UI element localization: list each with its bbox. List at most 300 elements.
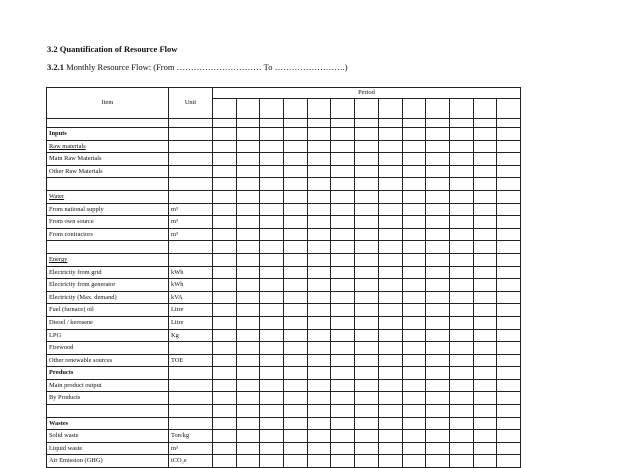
period-value-cell[interactable]	[473, 190, 497, 203]
period-value-cell[interactable]	[426, 140, 450, 153]
table-cell[interactable]	[449, 119, 473, 128]
period-value-cell[interactable]	[355, 266, 379, 279]
period-value-cell[interactable]	[284, 203, 308, 216]
period-value-cell[interactable]	[331, 405, 355, 418]
period-value-cell[interactable]	[331, 455, 355, 468]
period-value-cell[interactable]	[449, 253, 473, 266]
period-value-cell[interactable]	[426, 329, 450, 342]
period-value-cell[interactable]	[307, 190, 331, 203]
period-value-cell[interactable]	[473, 455, 497, 468]
period-value-cell[interactable]	[284, 430, 308, 443]
period-value-cell[interactable]	[473, 128, 497, 141]
period-value-cell[interactable]	[378, 228, 402, 241]
period-value-cell[interactable]	[307, 291, 331, 304]
period-value-cell[interactable]	[355, 140, 379, 153]
period-value-cell[interactable]	[260, 178, 284, 191]
period-value-cell[interactable]	[213, 316, 237, 329]
period-value-cell[interactable]	[355, 392, 379, 405]
period-value-cell[interactable]	[213, 266, 237, 279]
period-value-cell[interactable]	[260, 430, 284, 443]
period-value-cell[interactable]	[307, 316, 331, 329]
period-value-cell[interactable]	[260, 291, 284, 304]
period-value-cell[interactable]	[213, 190, 237, 203]
period-value-cell[interactable]	[426, 266, 450, 279]
period-value-cell[interactable]	[284, 165, 308, 178]
period-value-cell[interactable]	[449, 354, 473, 367]
period-value-cell[interactable]	[213, 379, 237, 392]
period-value-cell[interactable]	[307, 216, 331, 229]
period-value-cell[interactable]	[260, 316, 284, 329]
period-value-cell[interactable]	[378, 266, 402, 279]
period-value-cell[interactable]	[402, 367, 426, 380]
period-value-cell[interactable]	[331, 203, 355, 216]
period-value-cell[interactable]	[426, 253, 450, 266]
period-value-cell[interactable]	[260, 455, 284, 468]
period-value-cell[interactable]	[236, 203, 260, 216]
period-column-cell[interactable]	[236, 99, 260, 119]
period-value-cell[interactable]	[378, 405, 402, 418]
period-value-cell[interactable]	[284, 455, 308, 468]
period-column-cell[interactable]	[355, 99, 379, 119]
period-value-cell[interactable]	[355, 455, 379, 468]
period-value-cell[interactable]	[260, 405, 284, 418]
period-value-cell[interactable]	[473, 316, 497, 329]
period-value-cell[interactable]	[307, 153, 331, 166]
period-value-cell[interactable]	[426, 241, 450, 254]
period-value-cell[interactable]	[213, 279, 237, 292]
period-value-cell[interactable]	[331, 279, 355, 292]
period-value-cell[interactable]	[236, 216, 260, 229]
period-value-cell[interactable]	[473, 329, 497, 342]
period-column-cell[interactable]	[284, 99, 308, 119]
period-value-cell[interactable]	[236, 329, 260, 342]
period-value-cell[interactable]	[426, 228, 450, 241]
period-value-cell[interactable]	[355, 203, 379, 216]
period-value-cell[interactable]	[378, 354, 402, 367]
period-value-cell[interactable]	[355, 153, 379, 166]
period-value-cell[interactable]	[331, 165, 355, 178]
period-value-cell[interactable]	[307, 241, 331, 254]
period-value-cell[interactable]	[355, 354, 379, 367]
period-value-cell[interactable]	[402, 228, 426, 241]
period-value-cell[interactable]	[402, 241, 426, 254]
period-value-cell[interactable]	[331, 228, 355, 241]
period-value-cell[interactable]	[331, 329, 355, 342]
period-value-cell[interactable]	[426, 203, 450, 216]
period-value-cell[interactable]	[426, 442, 450, 455]
period-value-cell[interactable]	[497, 329, 521, 342]
period-value-cell[interactable]	[473, 379, 497, 392]
period-value-cell[interactable]	[497, 279, 521, 292]
period-value-cell[interactable]	[473, 417, 497, 430]
period-value-cell[interactable]	[355, 241, 379, 254]
period-value-cell[interactable]	[236, 266, 260, 279]
period-value-cell[interactable]	[378, 367, 402, 380]
period-value-cell[interactable]	[284, 253, 308, 266]
period-value-cell[interactable]	[213, 128, 237, 141]
period-value-cell[interactable]	[449, 203, 473, 216]
period-value-cell[interactable]	[236, 153, 260, 166]
period-value-cell[interactable]	[402, 392, 426, 405]
period-value-cell[interactable]	[331, 430, 355, 443]
period-value-cell[interactable]	[236, 241, 260, 254]
period-value-cell[interactable]	[402, 354, 426, 367]
period-value-cell[interactable]	[473, 253, 497, 266]
period-value-cell[interactable]	[236, 367, 260, 380]
period-value-cell[interactable]	[236, 430, 260, 443]
period-value-cell[interactable]	[260, 279, 284, 292]
period-value-cell[interactable]	[236, 316, 260, 329]
period-value-cell[interactable]	[473, 279, 497, 292]
period-value-cell[interactable]	[378, 379, 402, 392]
period-value-cell[interactable]	[426, 153, 450, 166]
period-value-cell[interactable]	[260, 203, 284, 216]
period-value-cell[interactable]	[260, 128, 284, 141]
period-value-cell[interactable]	[378, 253, 402, 266]
period-value-cell[interactable]	[213, 140, 237, 153]
period-value-cell[interactable]	[355, 190, 379, 203]
period-value-cell[interactable]	[449, 178, 473, 191]
period-value-cell[interactable]	[378, 178, 402, 191]
period-value-cell[interactable]	[378, 455, 402, 468]
period-value-cell[interactable]	[449, 430, 473, 443]
period-value-cell[interactable]	[331, 291, 355, 304]
period-value-cell[interactable]	[213, 442, 237, 455]
period-value-cell[interactable]	[307, 178, 331, 191]
period-value-cell[interactable]	[402, 442, 426, 455]
period-value-cell[interactable]	[307, 379, 331, 392]
period-value-cell[interactable]	[497, 203, 521, 216]
period-value-cell[interactable]	[236, 279, 260, 292]
period-value-cell[interactable]	[260, 190, 284, 203]
period-value-cell[interactable]	[378, 279, 402, 292]
period-value-cell[interactable]	[473, 165, 497, 178]
period-value-cell[interactable]	[284, 342, 308, 355]
period-value-cell[interactable]	[473, 241, 497, 254]
period-value-cell[interactable]	[331, 253, 355, 266]
period-value-cell[interactable]	[449, 392, 473, 405]
period-value-cell[interactable]	[331, 140, 355, 153]
period-value-cell[interactable]	[307, 367, 331, 380]
period-value-cell[interactable]	[355, 291, 379, 304]
period-value-cell[interactable]	[378, 329, 402, 342]
period-value-cell[interactable]	[236, 442, 260, 455]
period-value-cell[interactable]	[426, 392, 450, 405]
period-value-cell[interactable]	[355, 417, 379, 430]
period-value-cell[interactable]	[284, 216, 308, 229]
period-value-cell[interactable]	[497, 316, 521, 329]
period-value-cell[interactable]	[402, 266, 426, 279]
period-value-cell[interactable]	[284, 153, 308, 166]
period-value-cell[interactable]	[260, 342, 284, 355]
period-value-cell[interactable]	[284, 266, 308, 279]
period-value-cell[interactable]	[426, 216, 450, 229]
period-value-cell[interactable]	[473, 178, 497, 191]
period-value-cell[interactable]	[497, 430, 521, 443]
period-value-cell[interactable]	[426, 316, 450, 329]
period-value-cell[interactable]	[402, 203, 426, 216]
period-value-cell[interactable]	[497, 392, 521, 405]
period-value-cell[interactable]	[378, 165, 402, 178]
period-value-cell[interactable]	[497, 266, 521, 279]
period-column-cell[interactable]	[449, 99, 473, 119]
period-value-cell[interactable]	[213, 342, 237, 355]
period-value-cell[interactable]	[402, 430, 426, 443]
table-cell[interactable]	[260, 119, 284, 128]
period-value-cell[interactable]	[449, 266, 473, 279]
period-value-cell[interactable]	[426, 342, 450, 355]
period-value-cell[interactable]	[260, 266, 284, 279]
period-value-cell[interactable]	[236, 405, 260, 418]
period-value-cell[interactable]	[402, 190, 426, 203]
period-value-cell[interactable]	[355, 342, 379, 355]
period-value-cell[interactable]	[260, 216, 284, 229]
period-value-cell[interactable]	[402, 178, 426, 191]
period-value-cell[interactable]	[284, 279, 308, 292]
period-value-cell[interactable]	[449, 190, 473, 203]
period-value-cell[interactable]	[402, 342, 426, 355]
period-value-cell[interactable]	[426, 304, 450, 317]
period-value-cell[interactable]	[260, 379, 284, 392]
period-value-cell[interactable]	[236, 379, 260, 392]
period-value-cell[interactable]	[307, 228, 331, 241]
period-value-cell[interactable]	[213, 367, 237, 380]
period-value-cell[interactable]	[497, 253, 521, 266]
period-value-cell[interactable]	[213, 417, 237, 430]
period-value-cell[interactable]	[402, 153, 426, 166]
period-value-cell[interactable]	[497, 291, 521, 304]
period-value-cell[interactable]	[260, 367, 284, 380]
period-value-cell[interactable]	[402, 329, 426, 342]
period-value-cell[interactable]	[236, 140, 260, 153]
period-value-cell[interactable]	[449, 442, 473, 455]
period-value-cell[interactable]	[213, 203, 237, 216]
table-cell[interactable]	[47, 119, 169, 128]
period-value-cell[interactable]	[236, 354, 260, 367]
period-value-cell[interactable]	[449, 128, 473, 141]
period-value-cell[interactable]	[426, 367, 450, 380]
period-value-cell[interactable]	[213, 291, 237, 304]
period-value-cell[interactable]	[449, 316, 473, 329]
period-value-cell[interactable]	[213, 405, 237, 418]
period-value-cell[interactable]	[331, 316, 355, 329]
period-value-cell[interactable]	[426, 417, 450, 430]
period-value-cell[interactable]	[236, 165, 260, 178]
period-value-cell[interactable]	[331, 367, 355, 380]
period-value-cell[interactable]	[426, 430, 450, 443]
period-value-cell[interactable]	[236, 253, 260, 266]
period-value-cell[interactable]	[331, 379, 355, 392]
period-value-cell[interactable]	[236, 228, 260, 241]
table-cell[interactable]	[169, 119, 213, 128]
period-value-cell[interactable]	[449, 241, 473, 254]
period-value-cell[interactable]	[473, 203, 497, 216]
period-value-cell[interactable]	[355, 228, 379, 241]
period-value-cell[interactable]	[449, 291, 473, 304]
period-value-cell[interactable]	[284, 379, 308, 392]
period-value-cell[interactable]	[355, 304, 379, 317]
period-value-cell[interactable]	[307, 279, 331, 292]
period-value-cell[interactable]	[260, 329, 284, 342]
table-cell[interactable]	[284, 119, 308, 128]
period-value-cell[interactable]	[402, 165, 426, 178]
period-value-cell[interactable]	[260, 442, 284, 455]
period-value-cell[interactable]	[236, 304, 260, 317]
period-column-cell[interactable]	[426, 99, 450, 119]
period-value-cell[interactable]	[355, 178, 379, 191]
period-value-cell[interactable]	[331, 304, 355, 317]
period-value-cell[interactable]	[355, 329, 379, 342]
period-value-cell[interactable]	[236, 190, 260, 203]
period-value-cell[interactable]	[426, 405, 450, 418]
period-value-cell[interactable]	[260, 417, 284, 430]
period-value-cell[interactable]	[307, 430, 331, 443]
period-value-cell[interactable]	[284, 417, 308, 430]
period-value-cell[interactable]	[378, 153, 402, 166]
period-value-cell[interactable]	[497, 342, 521, 355]
period-value-cell[interactable]	[331, 417, 355, 430]
period-value-cell[interactable]	[449, 367, 473, 380]
period-value-cell[interactable]	[213, 354, 237, 367]
period-value-cell[interactable]	[213, 178, 237, 191]
table-cell[interactable]	[355, 119, 379, 128]
period-value-cell[interactable]	[497, 367, 521, 380]
period-value-cell[interactable]	[402, 304, 426, 317]
period-value-cell[interactable]	[284, 316, 308, 329]
period-value-cell[interactable]	[284, 228, 308, 241]
period-value-cell[interactable]	[402, 253, 426, 266]
period-value-cell[interactable]	[402, 291, 426, 304]
table-cell[interactable]	[426, 119, 450, 128]
period-value-cell[interactable]	[449, 279, 473, 292]
period-value-cell[interactable]	[331, 442, 355, 455]
period-value-cell[interactable]	[449, 455, 473, 468]
period-value-cell[interactable]	[307, 354, 331, 367]
period-value-cell[interactable]	[213, 430, 237, 443]
period-value-cell[interactable]	[355, 316, 379, 329]
period-value-cell[interactable]	[473, 430, 497, 443]
period-value-cell[interactable]	[213, 153, 237, 166]
period-value-cell[interactable]	[473, 304, 497, 317]
period-value-cell[interactable]	[378, 392, 402, 405]
period-value-cell[interactable]	[284, 329, 308, 342]
period-value-cell[interactable]	[284, 304, 308, 317]
period-value-cell[interactable]	[260, 304, 284, 317]
period-value-cell[interactable]	[378, 316, 402, 329]
period-value-cell[interactable]	[497, 140, 521, 153]
period-value-cell[interactable]	[284, 140, 308, 153]
period-value-cell[interactable]	[284, 291, 308, 304]
period-value-cell[interactable]	[473, 442, 497, 455]
period-value-cell[interactable]	[426, 128, 450, 141]
period-value-cell[interactable]	[426, 165, 450, 178]
period-value-cell[interactable]	[213, 228, 237, 241]
period-value-cell[interactable]	[307, 417, 331, 430]
period-column-cell[interactable]	[497, 99, 521, 119]
period-value-cell[interactable]	[307, 442, 331, 455]
table-cell[interactable]	[213, 119, 237, 128]
period-value-cell[interactable]	[426, 190, 450, 203]
period-value-cell[interactable]	[213, 253, 237, 266]
period-value-cell[interactable]	[213, 392, 237, 405]
period-value-cell[interactable]	[449, 216, 473, 229]
period-value-cell[interactable]	[378, 417, 402, 430]
period-value-cell[interactable]	[426, 279, 450, 292]
period-value-cell[interactable]	[307, 203, 331, 216]
period-value-cell[interactable]	[355, 442, 379, 455]
period-value-cell[interactable]	[449, 165, 473, 178]
period-value-cell[interactable]	[355, 430, 379, 443]
period-value-cell[interactable]	[402, 379, 426, 392]
period-value-cell[interactable]	[402, 455, 426, 468]
period-value-cell[interactable]	[449, 379, 473, 392]
period-value-cell[interactable]	[378, 241, 402, 254]
period-value-cell[interactable]	[355, 279, 379, 292]
period-value-cell[interactable]	[355, 379, 379, 392]
period-value-cell[interactable]	[449, 153, 473, 166]
period-value-cell[interactable]	[497, 241, 521, 254]
period-value-cell[interactable]	[473, 140, 497, 153]
period-value-cell[interactable]	[331, 342, 355, 355]
period-value-cell[interactable]	[497, 190, 521, 203]
period-value-cell[interactable]	[307, 266, 331, 279]
period-value-cell[interactable]	[497, 128, 521, 141]
period-value-cell[interactable]	[497, 417, 521, 430]
period-value-cell[interactable]	[355, 405, 379, 418]
period-value-cell[interactable]	[378, 203, 402, 216]
period-value-cell[interactable]	[213, 241, 237, 254]
period-value-cell[interactable]	[260, 228, 284, 241]
period-value-cell[interactable]	[284, 442, 308, 455]
period-value-cell[interactable]	[213, 216, 237, 229]
period-value-cell[interactable]	[378, 128, 402, 141]
period-value-cell[interactable]	[473, 266, 497, 279]
period-value-cell[interactable]	[449, 405, 473, 418]
period-value-cell[interactable]	[307, 455, 331, 468]
period-value-cell[interactable]	[473, 354, 497, 367]
period-value-cell[interactable]	[260, 253, 284, 266]
period-value-cell[interactable]	[378, 304, 402, 317]
period-value-cell[interactable]	[497, 354, 521, 367]
period-value-cell[interactable]	[260, 354, 284, 367]
period-value-cell[interactable]	[284, 405, 308, 418]
period-column-cell[interactable]	[378, 99, 402, 119]
period-value-cell[interactable]	[236, 342, 260, 355]
period-value-cell[interactable]	[331, 354, 355, 367]
period-value-cell[interactable]	[331, 392, 355, 405]
period-value-cell[interactable]	[355, 128, 379, 141]
period-value-cell[interactable]	[378, 442, 402, 455]
period-value-cell[interactable]	[307, 128, 331, 141]
period-value-cell[interactable]	[307, 140, 331, 153]
period-value-cell[interactable]	[378, 430, 402, 443]
period-value-cell[interactable]	[260, 140, 284, 153]
period-value-cell[interactable]	[449, 228, 473, 241]
period-value-cell[interactable]	[473, 342, 497, 355]
period-value-cell[interactable]	[473, 216, 497, 229]
period-value-cell[interactable]	[331, 178, 355, 191]
period-value-cell[interactable]	[497, 216, 521, 229]
period-column-cell[interactable]	[402, 99, 426, 119]
table-cell[interactable]	[236, 119, 260, 128]
period-value-cell[interactable]	[426, 178, 450, 191]
period-value-cell[interactable]	[402, 405, 426, 418]
period-value-cell[interactable]	[260, 165, 284, 178]
period-value-cell[interactable]	[331, 241, 355, 254]
period-value-cell[interactable]	[331, 190, 355, 203]
period-value-cell[interactable]	[426, 354, 450, 367]
period-value-cell[interactable]	[449, 140, 473, 153]
